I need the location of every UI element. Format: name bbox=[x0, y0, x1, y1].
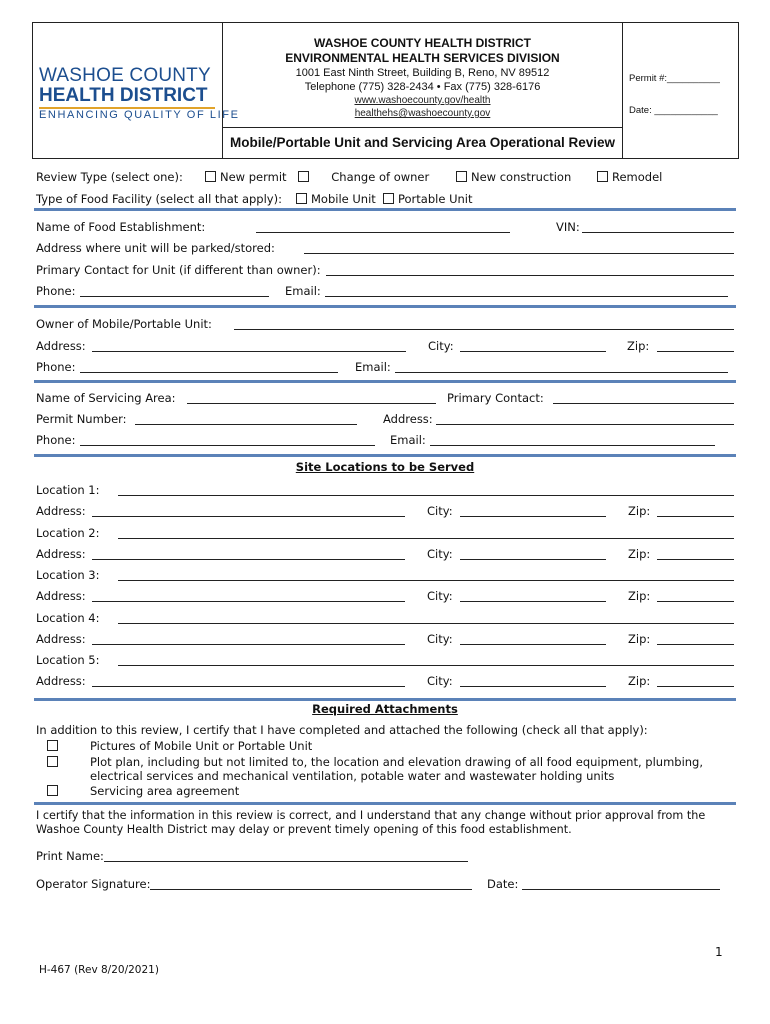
owner-email-label: Email: bbox=[355, 360, 391, 374]
attachment-checkbox-3[interactable] bbox=[47, 784, 62, 798]
location-zip-label-1: Zip: bbox=[628, 504, 651, 518]
signature-field[interactable] bbox=[150, 889, 472, 890]
logo-line2: HEALTH DISTRICT bbox=[39, 85, 208, 106]
owner-address-label: Address: bbox=[36, 339, 86, 353]
signature-label: Operator Signature: bbox=[36, 877, 151, 891]
location-address-label-3: Address: bbox=[36, 589, 86, 603]
option-new-permit[interactable]: New permit bbox=[205, 170, 287, 184]
location-address-field-4[interactable] bbox=[92, 644, 405, 645]
owner-city-label: City: bbox=[428, 339, 454, 353]
section-divider bbox=[34, 802, 736, 805]
location-city-label-4: City: bbox=[427, 632, 453, 646]
location-city-field-4[interactable] bbox=[460, 644, 606, 645]
org-name: WASHOE COUNTY HEALTH DISTRICT bbox=[314, 36, 531, 50]
section-divider bbox=[34, 454, 736, 457]
option-portable-unit[interactable]: Portable Unit bbox=[383, 192, 472, 206]
owner-email-field[interactable] bbox=[395, 372, 728, 373]
servicing-address-label: Address: bbox=[383, 412, 433, 426]
org-address: 1001 East Ninth Street, Building B, Reno, NV 89512 bbox=[295, 67, 550, 79]
page-number: 1 bbox=[715, 945, 723, 959]
checkbox[interactable] bbox=[47, 740, 58, 751]
checkbox[interactable] bbox=[47, 756, 58, 767]
date-field[interactable]: Date: ____________ bbox=[629, 105, 718, 116]
location-address-label-2: Address: bbox=[36, 547, 86, 561]
attachment-checkbox-1[interactable] bbox=[47, 739, 62, 753]
location-zip-label-5: Zip: bbox=[628, 674, 651, 688]
servicing-name-field[interactable] bbox=[187, 403, 436, 404]
header-org-block bbox=[223, 23, 623, 127]
owner-address-field[interactable] bbox=[92, 351, 406, 352]
location-city-field-5[interactable] bbox=[460, 686, 606, 687]
vin-label: VIN: bbox=[556, 220, 580, 234]
owner-field[interactable] bbox=[234, 329, 734, 330]
permit-field[interactable]: Permit #:__________ bbox=[629, 73, 720, 84]
owner-zip-field[interactable] bbox=[657, 351, 734, 352]
vin-field[interactable] bbox=[582, 232, 734, 233]
phone-label: Phone: bbox=[36, 284, 76, 298]
location-city-label-2: City: bbox=[427, 547, 453, 561]
servicing-permit-label: Permit Number: bbox=[36, 412, 127, 426]
attachments-title: Required Attachments bbox=[312, 702, 458, 716]
servicing-phone-field[interactable] bbox=[80, 445, 375, 446]
location-zip-label-4: Zip: bbox=[628, 632, 651, 646]
sites-title: Site Locations to be Served bbox=[295, 460, 475, 474]
checkbox[interactable] bbox=[456, 171, 467, 182]
location-city-field-3[interactable] bbox=[460, 601, 606, 602]
print-name-label: Print Name: bbox=[36, 849, 104, 863]
logo bbox=[33, 23, 240, 158]
owner-city-field[interactable] bbox=[460, 351, 606, 352]
logo-line1: WASHOE COUNTY bbox=[39, 65, 211, 86]
certify-text-2: Washoe County Health District may delay or prevent timely opening of this food establishment. bbox=[36, 823, 572, 836]
checkbox[interactable] bbox=[205, 171, 216, 182]
section-divider bbox=[34, 380, 736, 383]
location-zip-field-1[interactable] bbox=[657, 516, 734, 517]
location-label-5: Location 5: bbox=[36, 653, 100, 667]
location-label-3: Location 3: bbox=[36, 568, 100, 582]
phone-field[interactable] bbox=[80, 296, 269, 297]
print-name-field[interactable] bbox=[104, 861, 468, 862]
location-zip-field-2[interactable] bbox=[657, 559, 734, 560]
location-address-label-5: Address: bbox=[36, 674, 86, 688]
location-city-field-2[interactable] bbox=[460, 559, 606, 560]
section-divider bbox=[34, 208, 736, 211]
owner-phone-field[interactable] bbox=[80, 372, 338, 373]
servicing-name-label: Name of Servicing Area: bbox=[36, 391, 176, 405]
attachments-intro: In addition to this review, I certify that I have completed and attached the following (check all that apply): bbox=[36, 723, 648, 737]
attachment-item-1: Pictures of Mobile Unit or Portable Unit bbox=[90, 739, 313, 753]
location-field-4[interactable] bbox=[118, 623, 734, 624]
location-field-5[interactable] bbox=[118, 665, 734, 666]
certify-text-1: I certify that the information in this review is correct, and I understand that any change without prior approval from the bbox=[36, 809, 706, 822]
owner-phone-label: Phone: bbox=[36, 360, 76, 374]
option-mobile-unit[interactable]: Mobile Unit bbox=[296, 192, 376, 206]
servicing-contact-field[interactable] bbox=[553, 403, 734, 404]
location-zip-label-2: Zip: bbox=[628, 547, 651, 561]
attachment-item-2a: Plot plan, including but not limited to, the location and elevation drawing of all food equipment, plumbing, bbox=[90, 755, 704, 769]
location-zip-field-3[interactable] bbox=[657, 601, 734, 602]
primary-contact-label: Primary Contact for Unit (if different than owner): bbox=[36, 263, 321, 277]
primary-contact-field[interactable] bbox=[326, 275, 734, 276]
location-address-field-1[interactable] bbox=[92, 516, 405, 517]
email-link[interactable]: healthehs@washoecounty.gov bbox=[354, 108, 491, 119]
option-change-owner[interactable]: Change of owner bbox=[298, 170, 429, 184]
owner-zip-label: Zip: bbox=[627, 339, 650, 353]
org-phone: Telephone (775) 328-2434 • Fax (775) 328-6176 bbox=[304, 81, 541, 93]
location-city-label-5: City: bbox=[427, 674, 453, 688]
servicing-email-label: Email: bbox=[390, 433, 426, 447]
location-field-1[interactable] bbox=[118, 495, 734, 496]
establishment-name-label: Name of Food Establishment: bbox=[36, 220, 206, 234]
checkbox[interactable] bbox=[47, 785, 58, 796]
location-field-3[interactable] bbox=[118, 580, 734, 581]
attachment-item-3: Servicing area agreement bbox=[90, 784, 240, 798]
parked-address-label: Address where unit will be parked/stored: bbox=[36, 241, 275, 255]
checkbox[interactable] bbox=[383, 193, 394, 204]
division-name: ENVIRONMENTAL HEALTH SERVICES DIVISION bbox=[285, 51, 560, 65]
form-number: H-467 (Rev 8/20/2021) bbox=[39, 964, 159, 976]
office-use-block bbox=[623, 23, 738, 158]
location-label-4: Location 4: bbox=[36, 611, 100, 625]
location-zip-field-5[interactable] bbox=[657, 686, 734, 687]
owner-label: Owner of Mobile/Portable Unit: bbox=[36, 317, 212, 331]
location-zip-label-3: Zip: bbox=[628, 589, 651, 603]
location-zip-field-4[interactable] bbox=[657, 644, 734, 645]
option-remodel[interactable]: Remodel bbox=[597, 170, 662, 184]
location-field-2[interactable] bbox=[118, 538, 734, 539]
servicing-email-field[interactable] bbox=[430, 445, 715, 446]
location-city-label-3: City: bbox=[427, 589, 453, 603]
establishment-name-field[interactable] bbox=[256, 232, 510, 233]
checkbox[interactable] bbox=[298, 171, 309, 182]
attachment-checkbox-2[interactable] bbox=[47, 755, 62, 769]
checkbox[interactable] bbox=[296, 193, 307, 204]
checkbox[interactable] bbox=[597, 171, 608, 182]
facility-type-label: Type of Food Facility (select all that apply): bbox=[36, 192, 282, 206]
location-city-field-1[interactable] bbox=[460, 516, 606, 517]
email-label: Email: bbox=[285, 284, 321, 298]
form-title: Mobile/Portable Unit and Servicing Area Operational Review bbox=[223, 127, 623, 158]
attachment-item-2b: electrical services and mechanical ventilation, potable water and wastewater holding units bbox=[90, 769, 615, 783]
section-divider bbox=[34, 305, 736, 308]
review-type-label: Review Type (select one): bbox=[36, 170, 183, 184]
sign-date-label: Date: bbox=[487, 877, 519, 891]
location-city-label-1: City: bbox=[427, 504, 453, 518]
servicing-phone-label: Phone: bbox=[36, 433, 76, 447]
location-address-label-1: Address: bbox=[36, 504, 86, 518]
location-address-label-4: Address: bbox=[36, 632, 86, 646]
location-address-field-3[interactable] bbox=[92, 601, 405, 602]
location-address-field-2[interactable] bbox=[92, 559, 405, 560]
servicing-address-field[interactable] bbox=[436, 424, 734, 425]
option-new-construction[interactable]: New construction bbox=[456, 170, 571, 184]
servicing-contact-label: Primary Contact: bbox=[447, 391, 544, 405]
location-label-1: Location 1: bbox=[36, 483, 100, 497]
email-field[interactable] bbox=[325, 296, 728, 297]
website-link[interactable]: www.washoecounty.gov/health bbox=[354, 95, 491, 106]
logo-line3: ENHANCING QUALITY OF LIFE bbox=[39, 109, 240, 121]
sign-date-field[interactable] bbox=[522, 889, 720, 890]
location-address-field-5[interactable] bbox=[92, 686, 405, 687]
parked-address-field[interactable] bbox=[304, 253, 734, 254]
location-label-2: Location 2: bbox=[36, 526, 100, 540]
section-divider bbox=[34, 698, 736, 701]
servicing-permit-field[interactable] bbox=[135, 424, 357, 425]
